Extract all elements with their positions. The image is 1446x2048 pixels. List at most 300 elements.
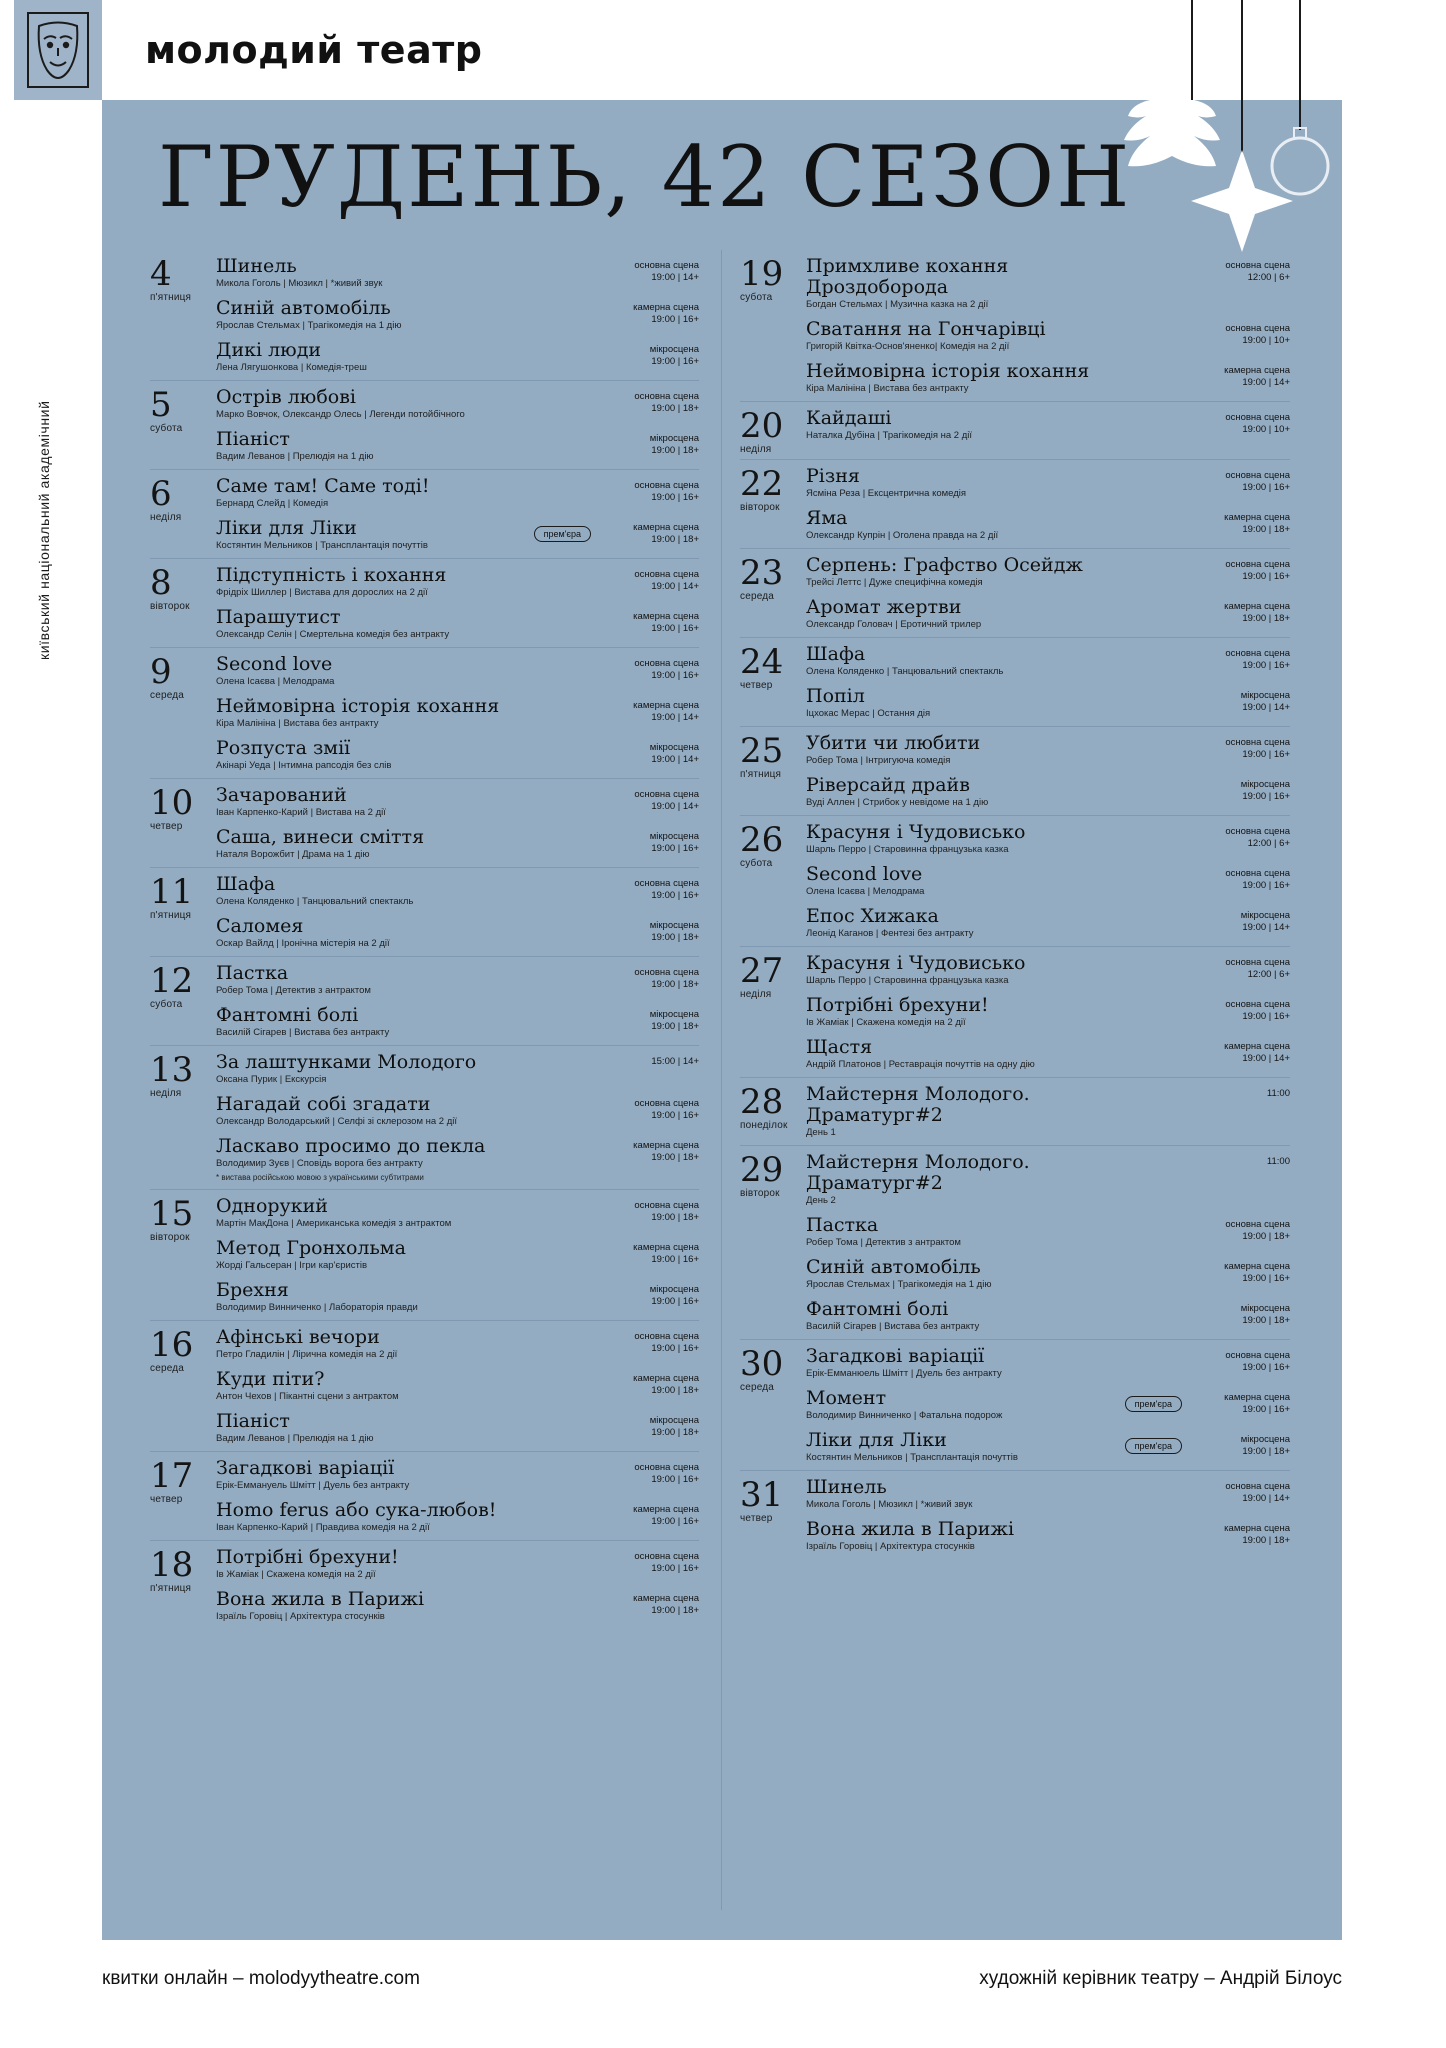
show-badge-slot <box>513 654 591 658</box>
day-number <box>740 256 806 397</box>
show-entry[interactable] <box>806 555 1290 589</box>
show-entry[interactable] <box>806 1346 1290 1380</box>
show-entry[interactable] <box>216 1280 699 1314</box>
show-subtitle: Олександр Головач | Еротичний трилер <box>806 619 982 630</box>
show-title[interactable]: Однорукий <box>216 1195 328 1217</box>
show-subtitle: Кіра Малініна | Вистава без антракту <box>216 718 379 729</box>
day-weekday: п'ятниця <box>150 910 192 921</box>
show-title[interactable]: Брехня <box>216 1279 289 1301</box>
show-entry[interactable] <box>806 1084 1290 1139</box>
day-shows <box>806 733 1290 811</box>
show-main <box>216 1411 513 1445</box>
show-entry[interactable] <box>216 607 699 641</box>
show-entry[interactable] <box>806 1519 1290 1553</box>
show-stage: основна сцена <box>1225 260 1290 271</box>
show-stage: камерна сцена <box>633 1140 699 1151</box>
day-number <box>740 733 806 811</box>
show-entry[interactable] <box>216 256 699 290</box>
show-main <box>806 864 1104 898</box>
show-time: 19:00 | 16+ <box>1242 880 1290 891</box>
show-entry[interactable] <box>806 319 1290 353</box>
show-entry[interactable] <box>806 775 1290 809</box>
show-title[interactable]: Дикі люди <box>216 339 322 361</box>
show-badge-slot <box>1104 953 1182 957</box>
show-title[interactable]: Шафа <box>806 643 866 665</box>
show-main <box>806 256 1104 311</box>
show-subtitle: Костянтин Мельников | Трансплантація почуттів <box>806 1452 1018 1463</box>
show-entry[interactable] <box>216 696 699 730</box>
theatre-mask-icon <box>14 0 102 100</box>
show-entry[interactable] <box>216 1238 699 1272</box>
show-time: 19:00 | 16+ <box>1242 482 1290 493</box>
show-title[interactable]: Вона жила в Парижі <box>806 1518 1015 1540</box>
schedule-day <box>150 648 699 779</box>
show-title[interactable]: Пастка <box>806 1214 879 1236</box>
day-number <box>150 963 216 1041</box>
tickets-link[interactable]: квитки онлайн – molodyytheatre.com <box>102 1968 420 1989</box>
show-meta <box>1182 953 1290 981</box>
show-main <box>216 1052 513 1086</box>
show-main <box>216 1369 513 1403</box>
show-meta <box>591 256 699 284</box>
show-title[interactable]: Парашутист <box>216 606 341 628</box>
day-number <box>740 1152 806 1335</box>
show-title[interactable]: Метод Гронхольма <box>216 1237 406 1259</box>
show-entry[interactable] <box>216 387 699 421</box>
day-number-value: 17 <box>150 1456 194 1496</box>
show-subtitle: Оксана Пурик | Екскурсія <box>216 1074 327 1085</box>
show-title[interactable]: Красуня і Чудовисько <box>806 952 1026 974</box>
show-entry[interactable] <box>806 1388 1290 1422</box>
show-title[interactable]: Неймовірна історія кохання <box>216 695 500 717</box>
show-title[interactable]: Аромат жертви <box>806 596 962 618</box>
show-subtitle: Олена Коляденко | Танцювальний спектакль <box>216 896 414 907</box>
show-entry[interactable] <box>806 1477 1290 1511</box>
show-badge-slot <box>1104 508 1182 512</box>
show-entry[interactable] <box>216 738 699 772</box>
show-title[interactable]: Неймовірна історія кохання <box>806 360 1090 382</box>
show-meta <box>1182 1299 1290 1327</box>
show-time: 19:00 | 16+ <box>1242 1011 1290 1022</box>
show-main <box>806 953 1104 987</box>
show-time: 19:00 | 16+ <box>651 356 699 367</box>
show-meta <box>1182 1257 1290 1285</box>
show-title[interactable]: Щастя <box>806 1036 873 1058</box>
show-stage: основна сцена <box>634 391 699 402</box>
show-meta <box>591 1458 699 1486</box>
show-title[interactable]: Синій автомобіль <box>216 297 391 319</box>
show-title[interactable]: Піаніст <box>216 1410 290 1432</box>
show-title[interactable]: Підступність і кохання <box>216 564 447 586</box>
show-time: 19:00 | 16+ <box>651 670 699 681</box>
show-entry[interactable] <box>216 1547 699 1581</box>
show-title[interactable]: Розпуста змії <box>216 737 351 759</box>
show-main <box>806 995 1104 1029</box>
show-subtitle: Костянтин Мельников | Трансплантація почуттів <box>216 540 428 551</box>
show-stage: основна сцена <box>634 1551 699 1562</box>
show-title[interactable]: Попіл <box>806 685 865 707</box>
day-weekday: вівторок <box>740 1188 780 1199</box>
show-meta <box>1182 1037 1290 1065</box>
show-badge-slot <box>1104 686 1182 690</box>
show-entry[interactable] <box>216 1589 699 1623</box>
show-badge-slot <box>1104 555 1182 559</box>
show-time: 19:00 | 16+ <box>1242 660 1290 671</box>
show-time: 19:00 | 16+ <box>651 623 699 634</box>
day-number-value: 24 <box>740 642 784 682</box>
show-entry[interactable] <box>806 408 1290 442</box>
day-number-value: 28 <box>740 1082 784 1122</box>
show-meta <box>1182 1430 1290 1458</box>
day-shows <box>216 387 699 465</box>
day-number-value: 9 <box>150 652 172 692</box>
show-subtitle: Володимир Зуєв | Сповідь ворога без антракту <box>216 1158 423 1169</box>
show-title[interactable]: Пастка <box>216 962 289 984</box>
show-entry[interactable] <box>806 864 1290 898</box>
show-meta <box>591 429 699 457</box>
show-subtitle: Володимир Винниченко | Лабораторія правди <box>216 1302 418 1313</box>
show-badge-slot <box>513 1547 591 1551</box>
show-meta <box>1182 1388 1290 1416</box>
show-badge-slot <box>513 565 591 569</box>
show-main <box>216 1196 513 1230</box>
show-entry[interactable] <box>806 733 1290 767</box>
day-number <box>150 1547 216 1625</box>
show-entry[interactable] <box>806 1037 1290 1071</box>
show-entry[interactable] <box>806 361 1290 395</box>
show-subtitle: Іцхокас Мерас | Остання дія <box>806 708 931 719</box>
show-stage: основна сцена <box>1225 826 1290 837</box>
show-entry[interactable] <box>216 1094 699 1128</box>
show-title[interactable]: Афінські вечори <box>216 1326 380 1348</box>
show-entry[interactable] <box>216 298 699 332</box>
show-entry[interactable] <box>216 1052 699 1086</box>
show-time: 19:00 | 18+ <box>651 403 699 414</box>
show-meta <box>1182 1346 1290 1374</box>
show-title[interactable]: Красуня і Чудовисько <box>806 821 1026 843</box>
show-time: 11:00 <box>1266 1156 1290 1167</box>
day-weekday: п'ятниця <box>740 769 782 780</box>
show-title[interactable]: Загадкові варіації <box>216 1457 395 1479</box>
show-entry[interactable] <box>806 686 1290 720</box>
show-title[interactable]: Загадкові варіації <box>806 1345 985 1367</box>
show-entry[interactable] <box>216 654 699 688</box>
show-title[interactable]: Шафа <box>216 873 276 895</box>
show-title[interactable]: Фантомні болі <box>216 1004 359 1026</box>
show-meta <box>591 1136 699 1164</box>
show-title[interactable]: Майстерня Молодого. Драматург#2 <box>806 1083 1030 1126</box>
show-time: 19:00 | 16+ <box>651 1343 699 1354</box>
show-stage: основна сцена <box>1225 1481 1290 1492</box>
day-shows <box>216 785 699 863</box>
show-entry[interactable] <box>806 1215 1290 1249</box>
show-meta <box>591 1052 699 1068</box>
show-time: 19:00 | 14+ <box>651 581 699 592</box>
day-number <box>740 822 806 942</box>
show-entry[interactable] <box>216 874 699 908</box>
show-entry[interactable] <box>216 1369 699 1403</box>
day-weekday: четвер <box>150 821 183 832</box>
show-title[interactable]: Потрібні брехуни! <box>806 994 989 1016</box>
show-title[interactable]: Нагадай собі згадати <box>216 1093 431 1115</box>
show-entry[interactable] <box>806 1257 1290 1291</box>
show-subtitle: Ів Жаміак | Скажена комедія на 2 дії <box>806 1017 966 1028</box>
day-number <box>150 387 216 465</box>
show-title[interactable]: Вона жила в Парижі <box>216 1588 425 1610</box>
show-entry[interactable] <box>806 822 1290 856</box>
show-title[interactable]: Second love <box>806 863 923 885</box>
schedule-day <box>150 1190 699 1321</box>
day-number <box>740 1346 806 1466</box>
day-number <box>150 874 216 952</box>
show-stage: мікросцена <box>1240 1303 1290 1314</box>
show-entry[interactable] <box>216 565 699 599</box>
show-entry[interactable] <box>216 963 699 997</box>
show-subtitle: Робер Тома | Детектив з антрактом <box>806 1237 961 1248</box>
day-number-value: 19 <box>740 254 784 294</box>
show-meta <box>1182 256 1290 284</box>
show-subtitle: Антон Чехов | Пікантні сцени з антрактом <box>216 1391 399 1402</box>
show-stage: камерна сцена <box>633 611 699 622</box>
show-title[interactable]: Синій автомобіль <box>806 1256 981 1278</box>
show-subtitle: Оскар Вайлд | Іронічна містерія на 2 дії <box>216 938 390 949</box>
show-title[interactable]: Саломея <box>216 915 304 937</box>
show-title[interactable]: Серпень: Графство Осейдж <box>806 554 1083 576</box>
show-time: 19:00 | 18+ <box>651 1212 699 1223</box>
show-main <box>216 1238 513 1272</box>
show-badge-slot <box>513 607 591 611</box>
show-time: 19:00 | 16+ <box>651 492 699 503</box>
show-time: 19:00 | 18+ <box>651 1385 699 1396</box>
show-title[interactable]: Піаніст <box>216 428 290 450</box>
show-meta <box>1182 686 1290 714</box>
show-title[interactable]: За лаштунками Молодого <box>216 1051 477 1073</box>
schedule-day <box>150 559 699 648</box>
show-entry[interactable] <box>216 1005 699 1039</box>
show-meta <box>591 1411 699 1439</box>
day-number-value: 6 <box>150 474 172 514</box>
show-title[interactable]: Ліки для Ліки <box>216 517 357 539</box>
show-entry[interactable] <box>216 827 699 861</box>
show-time: 19:00 | 18+ <box>651 1021 699 1032</box>
show-title[interactable]: Саме там! Саме тоді! <box>216 475 430 497</box>
show-title[interactable]: Сватання на Гончарівці <box>806 318 1046 340</box>
schedule-day <box>740 1340 1290 1471</box>
day-number-value: 29 <box>740 1150 784 1190</box>
day-shows <box>806 822 1290 942</box>
schedule-day <box>150 1541 699 1629</box>
day-shows <box>216 256 699 376</box>
show-stage: основна сцена <box>1225 999 1290 1010</box>
show-subtitle: Мартін МакДона | Американська комедія з антрактом <box>216 1218 452 1229</box>
show-main <box>806 1299 1104 1333</box>
show-title[interactable]: Зачарований <box>216 784 347 806</box>
show-main <box>806 1084 1104 1139</box>
show-title[interactable]: Потрібні брехуни! <box>216 1546 399 1568</box>
schedule-day <box>740 1078 1290 1146</box>
show-title[interactable]: Ласкаво просимо до пекла <box>216 1135 486 1157</box>
show-main <box>216 738 513 772</box>
show-title[interactable]: Куди піти? <box>216 1368 325 1390</box>
day-number-value: 27 <box>740 951 784 991</box>
day-number-value: 5 <box>150 385 172 425</box>
show-entry[interactable] <box>216 340 699 374</box>
show-title[interactable]: Шинель <box>216 255 297 277</box>
show-title[interactable]: Ліки для Ліки <box>806 1429 947 1451</box>
show-stage: камерна сцена <box>633 1242 699 1253</box>
show-meta <box>591 1005 699 1033</box>
show-entry[interactable] <box>216 1500 699 1534</box>
show-subtitle: Леонід Каганов | Фентезі без антракту <box>806 928 974 939</box>
show-stage: мікросцена <box>1240 910 1290 921</box>
show-main <box>806 361 1104 395</box>
show-title[interactable]: Острів любові <box>216 386 356 408</box>
show-main <box>216 1327 513 1361</box>
show-badge-slot <box>1104 1388 1182 1412</box>
show-main <box>806 822 1104 856</box>
show-entry[interactable] <box>806 906 1290 940</box>
show-badge-slot <box>1104 644 1182 648</box>
show-subtitle: Фрідріх Шиллер | Вистава для дорослих на 2 дії <box>216 587 428 598</box>
show-entry[interactable] <box>216 916 699 950</box>
show-title[interactable]: Ріверсайд драйв <box>806 774 970 796</box>
show-entry[interactable] <box>806 1430 1290 1464</box>
show-entry[interactable] <box>806 953 1290 987</box>
show-subtitle: Олена Ісаєва | Мелодрама <box>806 886 925 897</box>
day-number-value: 23 <box>740 553 784 593</box>
show-entry[interactable] <box>216 1411 699 1445</box>
show-badge-slot <box>1104 1477 1182 1481</box>
show-badge-slot <box>513 874 591 878</box>
schedule-day <box>740 549 1290 638</box>
show-subtitle: Іван Карпенко-Карий | Вистава на 2 дії <box>216 807 386 818</box>
show-title[interactable]: Кайдаші <box>806 407 892 429</box>
show-main <box>216 1547 513 1581</box>
show-title[interactable]: Шинель <box>806 1476 887 1498</box>
show-title[interactable]: Фантомні болі <box>806 1298 949 1320</box>
show-entry[interactable] <box>216 785 699 819</box>
show-main <box>216 1280 513 1314</box>
show-title[interactable]: Епос Хижака <box>806 905 939 927</box>
show-title[interactable]: Яма <box>806 507 848 529</box>
artistic-director: художній керівник театру – Андрій Білоус <box>979 1968 1342 1989</box>
show-subtitle: Ерік-Еммануель Шмітт | Дуель без антракту <box>216 1480 410 1491</box>
show-main <box>806 775 1104 809</box>
show-stage: камерна сцена <box>1224 1523 1290 1534</box>
show-entry[interactable] <box>806 1152 1290 1207</box>
show-entry[interactable] <box>216 518 699 552</box>
show-entry[interactable] <box>806 644 1290 678</box>
show-time: 19:00 | 16+ <box>651 1474 699 1485</box>
show-badge-slot <box>1104 319 1182 323</box>
show-main <box>806 1257 1104 1291</box>
show-entry[interactable] <box>806 508 1290 542</box>
show-stage: основна сцена <box>1225 412 1290 423</box>
show-meta <box>1182 1215 1290 1243</box>
schedule-day <box>150 250 699 381</box>
show-stage: основна сцена <box>1225 868 1290 879</box>
show-time: 19:00 | 10+ <box>1242 335 1290 346</box>
show-main <box>216 387 513 421</box>
show-entry[interactable] <box>806 466 1290 500</box>
show-entry[interactable] <box>806 1299 1290 1333</box>
show-badge-slot <box>513 1052 591 1056</box>
show-badge-slot <box>1104 466 1182 470</box>
show-entry[interactable] <box>216 1136 699 1183</box>
show-title[interactable]: Саша, винеси сміття <box>216 826 425 848</box>
show-title[interactable]: Різня <box>806 465 860 487</box>
show-stage: основна сцена <box>634 260 699 271</box>
show-main <box>806 319 1104 353</box>
premiere-badge: прем'єра <box>534 526 591 542</box>
show-main <box>806 686 1104 720</box>
day-weekday: субота <box>740 292 773 303</box>
show-meta <box>1182 1084 1290 1100</box>
show-entry[interactable] <box>216 1196 699 1230</box>
show-stage: основна сцена <box>1225 1350 1290 1361</box>
show-entry[interactable] <box>216 476 699 510</box>
show-title[interactable]: Homo ferus або сука-любов! <box>216 1499 497 1521</box>
day-shows <box>806 1346 1290 1466</box>
show-meta <box>591 654 699 682</box>
show-stage: основна сцена <box>1225 648 1290 659</box>
show-badge-slot <box>513 1458 591 1462</box>
show-meta <box>1182 644 1290 672</box>
show-time: 19:00 | 16+ <box>651 1516 699 1527</box>
show-subtitle: Вуді Аллен | Стрибок у невідоме на 1 дію <box>806 797 989 808</box>
show-time: 19:00 | 14+ <box>651 801 699 812</box>
show-entry[interactable] <box>806 995 1290 1029</box>
show-badge-slot <box>513 340 591 344</box>
show-time: 19:00 | 14+ <box>1242 1053 1290 1064</box>
show-badge-slot <box>1104 597 1182 601</box>
show-title[interactable]: Убити чи любити <box>806 732 981 754</box>
show-meta <box>591 963 699 991</box>
show-subtitle: Жорді Гальсеран | Ігри кар'єристів <box>216 1260 368 1271</box>
show-badge-slot <box>1104 1257 1182 1261</box>
show-entry[interactable] <box>216 1327 699 1361</box>
day-weekday: четвер <box>150 1494 183 1505</box>
show-time: 19:00 | 16+ <box>1242 1404 1290 1415</box>
show-stage: камерна сцена <box>633 302 699 313</box>
show-title[interactable]: Second love <box>216 653 333 675</box>
schedule-day <box>740 947 1290 1078</box>
show-stage: мікросцена <box>649 433 699 444</box>
show-subtitle: Василій Сігарев | Вистава без антракту <box>216 1027 390 1038</box>
show-stage: мікросцена <box>1240 779 1290 790</box>
show-subtitle: Петро Гладилін | Лірична комедія на 2 дії <box>216 1349 398 1360</box>
show-entry[interactable] <box>216 1458 699 1492</box>
show-title[interactable]: Майстерня Молодого. Драматург#2 <box>806 1151 1030 1194</box>
show-main <box>806 1477 1104 1511</box>
show-subtitle: Микола Гоголь | Мюзикл | *живий звук <box>216 278 383 289</box>
show-title[interactable]: Примхливе кохання Дроздоборода <box>806 255 1009 298</box>
day-number-value: 13 <box>150 1050 194 1090</box>
show-stage: основна сцена <box>1225 1219 1290 1230</box>
show-main <box>216 1589 513 1623</box>
show-stage: мікросцена <box>649 1415 699 1426</box>
show-badge-slot <box>1104 1037 1182 1041</box>
show-badge-slot <box>1104 1299 1182 1303</box>
show-entry[interactable] <box>216 429 699 463</box>
show-title[interactable]: Момент <box>806 1387 887 1409</box>
show-entry[interactable] <box>806 256 1290 311</box>
show-subtitle: Ерік-Емманюель Шмітт | Дуель без антракту <box>806 1368 1002 1379</box>
show-meta <box>1182 906 1290 934</box>
day-shows <box>806 953 1290 1073</box>
show-badge-slot <box>513 429 591 433</box>
show-entry[interactable] <box>806 597 1290 631</box>
